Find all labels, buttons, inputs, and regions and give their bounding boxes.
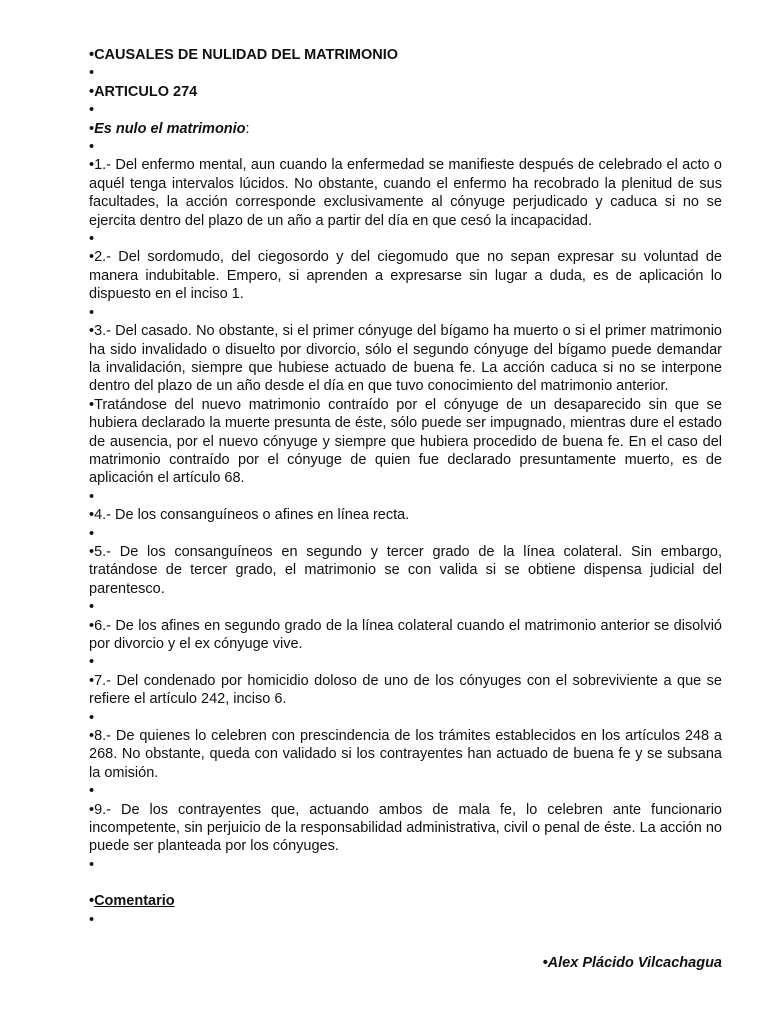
article-heading: •ARTICULO 274 — [89, 83, 198, 100]
empty-bullet: • — [89, 304, 95, 321]
item-3-continuation: •Tratándose del nuevo matrimonio contraído por el cónyuge de un desaparecido sin que se hubiera declarado la muerte presunta de éste, sólo puede ser impugnado, mientras dure el estado de ausencia, por el nuevo cónyuge y siempre que hubiera procedido de buena fe. En el caso del matrimonio contraído por el cónyuge de quien fue declarado presuntamente muerto, es de aplicación el artículo 68. — [89, 396, 722, 487]
document-title: •CAUSALES DE NULIDAD DEL MATRIMONIO — [89, 47, 399, 63]
item-9: •9.- De los contrayentes que, actuando ambos de mala fe, lo celebren ante funcionario incompetente, sin perjuicio de la responsabilidad administrativa, civil o penal de éste. La acción no puede ser planteada por los cónyuges. — [89, 801, 722, 855]
item-8: •8.- De quienes lo celebren con prescindencia de los trámites establecidos en los artículos 248 a 268. No obstante, queda con validado si los contrayentes han actuado de buena fe y se subsana la omisión. — [89, 728, 722, 781]
empty-bullet: • — [89, 231, 95, 248]
empty-bullet: • — [89, 525, 95, 542]
item-1: •1.- Del enfermo mental, aun cuando la enfermedad se manifieste después de celebrado el acto o aquél tenga intervalos lúcidos. No obstante, cuando el enfermo ha recobrado la plenitud de sus facultades, la acción corresponde exclusivamente al cónyuge perjudicado y caduca si no se ejercita dentro del plazo de un año a partir del día en que cesó la incapacidad. — [89, 157, 722, 229]
author-signature: •Alex Plácido Vilcachagua — [542, 955, 722, 971]
item-7: •7.- Del condenado por homicidio doloso de uno de los cónyuges con el sobreviviente a que se refiere el artículo 242, inciso 6. — [89, 672, 722, 708]
empty-bullet: • — [89, 139, 95, 156]
empty-bullet: • — [89, 783, 95, 800]
item-2: •2.- Del sordomudo, del ciegosordo y del ciegomudo que no sepan expresar su voluntad de manera indubitable. Empero, si aprenden a expresarse sin lugar a duda, es de aplicación lo dispuesto en el inciso 1. — [89, 249, 722, 303]
empty-bullet: • — [89, 856, 95, 873]
empty-bullet: • — [89, 599, 95, 616]
empty-bullet: • — [89, 488, 95, 505]
empty-bullet: • — [89, 65, 95, 82]
empty-bullet: • — [89, 709, 95, 726]
intro-emphasis: Es nulo el matrimonio — [94, 120, 246, 137]
item-6: •6.- De los afines en segundo grado de la línea colateral cuando el matrimonio anterior se disolvió por divorcio y el ex cónyuge vive. — [89, 617, 722, 652]
empty-bullet: • — [89, 102, 95, 119]
empty-bullet: • — [89, 654, 95, 671]
comentario-heading: •Comentario — [89, 893, 175, 910]
item-5: •5.- De los consanguíneos en segundo y tercer grado de la línea colateral. Sin embargo, tratándose de tercer grado, el matrimonio se con valida si se obtiene dispensa judicial del parentesco. — [89, 543, 722, 597]
item-3: •3.- Del casado. No obstante, si el primer cónyuge del bígamo ha muerto o si el primer matrimonio ha sido invalidado o disuelto por divorcio, sólo el segundo cónyuge del bígamo puede demandar la invalidación, siempre que hubiese actuado de buena fe. La acción caduca si no se interpone dentro del plazo de un año desde el día en que tuvo conocimiento del matrimonio anterior. — [89, 323, 722, 395]
item-4: •4.- De los consanguíneos o afines en línea recta. — [89, 507, 410, 524]
empty-bullet: • — [89, 911, 95, 928]
intro-line: •Es nulo el matrimonio: — [89, 120, 250, 137]
spacer — [89, 874, 722, 892]
